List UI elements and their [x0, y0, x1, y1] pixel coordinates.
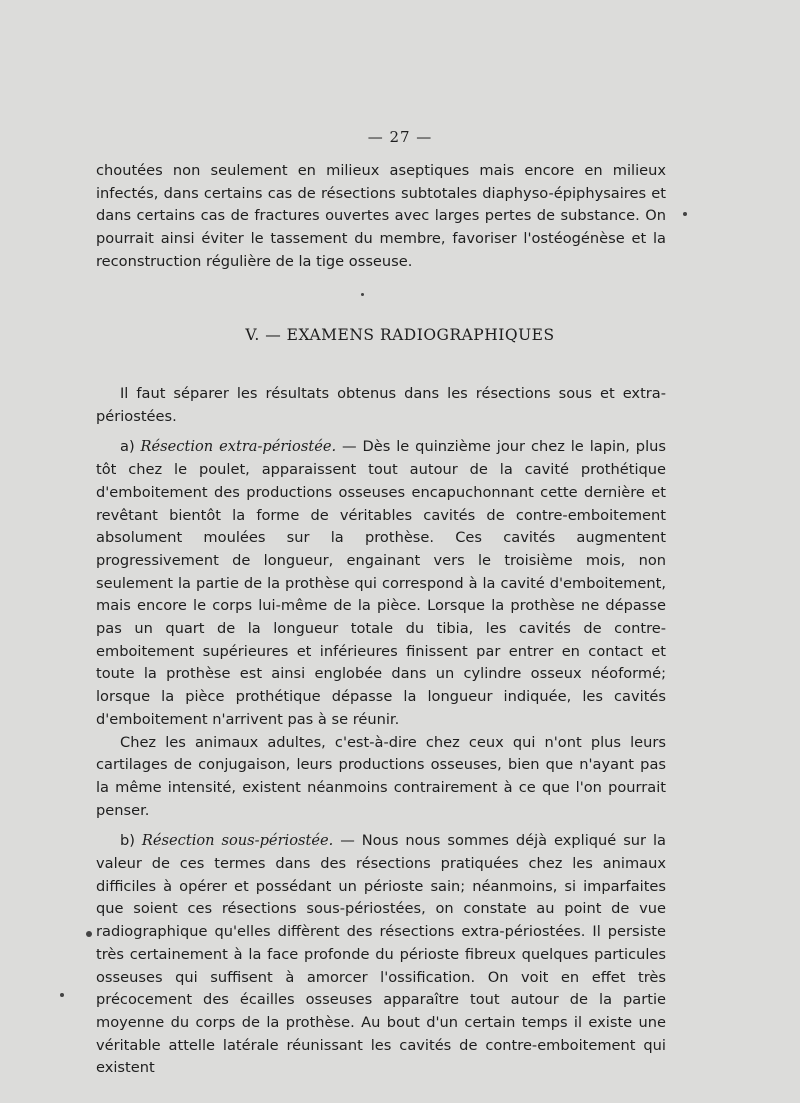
- page-number: — 27 —: [367, 128, 433, 146]
- ink-speck: [86, 931, 92, 937]
- paragraph-b-title: Résection sous-périostée.: [141, 832, 334, 850]
- paragraph-a-body: — Dès le quinzième jour chez le lapin, plus tôt chez le poulet, apparaissent tout autour de la cavité prothétique d'emboitement des productions osseuses encapuchonnant cette dernière et revêtant bientôt la forme de véritables cavités de contre-emboitement absolument moulées sur la prothèse. Ces cavités augmentent progressivement de longueur, engainant vers le troisième mois, non seulement la partie de la prothèse qui correspond à la cavité d'emboitement, mais encore le corps lui-même de la pièce. Lorsque la prothèse ne dépasse pas un quart de la longueur totale du tibia, les cavités de contre-emboitement supérieures et inférieures finissent par entrer en contact et toute la prothèse est ainsi englobée dans un cylindre osseux néoformé; lorsque la pièce prothétique dépasse la longueur indiquée, les cavités d'emboitement n'arrivent pas à se réunir.: [96, 438, 666, 728]
- paragraph-b-prefix: b): [120, 832, 142, 850]
- paragraph-a: [96, 436, 666, 731]
- paragraph-a-title: Résection extra-périostée.: [140, 438, 337, 456]
- paragraph-text: choutées non seulement en milieux aseptiques mais encore en milieux infectés, dans certains cas de résections subtotales diaphyso-épiphysaires et dans certains cas de fractures ouvertes avec larges pertes de substance. On pourrait ainsi éviter le tassement du membre, favoriser l'ostéogénèse et la reconstruction régulière de la tige osseuse.: [96, 162, 666, 270]
- paragraph-adults: Chez les animaux adultes, c'est-à-dire chez ceux qui n'ont plus leurs cartilages de conjugaison, leurs productions osseuses, bien que n'ayant pas la même intensité, existent néanmoins contrairement à ce que l'on pourrait penser.: [96, 733, 666, 819]
- ink-speck: [361, 293, 364, 296]
- section-heading: V. — EXAMENS RADIOGRAPHIQUES: [245, 326, 555, 344]
- paragraph-b-body: — Nous nous sommes déjà expliqué sur la valeur de ces termes dans des résections pratiquées chez les animaux difficiles à opérer et possédant un périoste sain; néanmoins, si imparfaites que soient ces résections sous-périostées, on constate au point de vue radiographique qu'elles diffèrent des résections extra-périostées. Il persiste très certainement à la face profonde du périoste fibreux quelques particules osseuses qui suffisent à amorcer l'ossification. On voit en effet très précocement des écailles osseuses apparaître tout autour de la partie moyenne du corps de la prothèse. Au bout d'un certain temps il existe une véritable attelle latérale réunissant les cavités de contre-emboitement qui existent: [96, 832, 666, 1077]
- continuation-paragraph: [96, 160, 666, 274]
- ink-speck: [683, 212, 687, 216]
- paragraph-a-prefix: a): [120, 438, 141, 456]
- paragraph-b: [96, 830, 666, 1080]
- intro-paragraph: Il faut séparer les résultats obtenus dans les résections sous et extra-périostées.: [96, 385, 666, 425]
- section-body: [96, 383, 666, 1080]
- ink-speck: [60, 993, 64, 997]
